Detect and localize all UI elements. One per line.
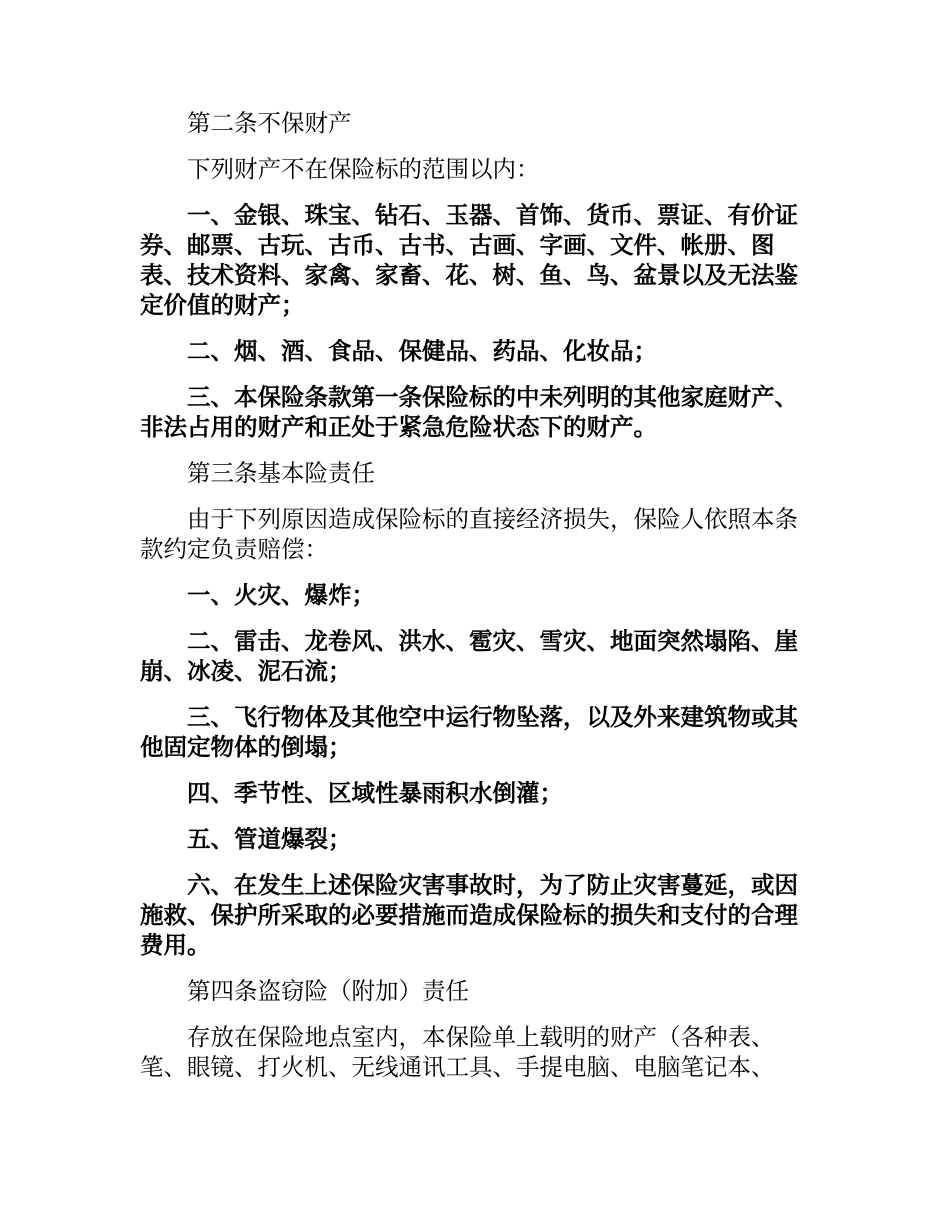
article-2-item-1: 一、金银、珠宝、钻石、玉器、首饰、货币、票证、有价证券、邮票、古玩、古币、古书、古画、字画、文件、帐册、图表、技术资料、家禽、家畜、花、树、鱼、鸟、盆景以及无法鉴定价值的财产；: [140, 201, 798, 319]
article-2-intro: 下列财产不在保险标的范围以内：: [187, 155, 540, 183]
article-2-heading: 第二条不保财产: [187, 109, 352, 137]
article-2-item-3: 三、本保险条款第一条保险标的中未列明的其他家庭财产、非法占用的财产和正处于紧急危险状态下的财产。: [140, 383, 798, 441]
article-3-item-1: 一、火灾、爆炸；: [187, 581, 375, 609]
article-4-body: 存放在保险地点室内，本保险单上载明的财产（各种表、笔、眼镜、打火机、无线通讯工具、手提电脑、电脑笔记本、: [140, 1023, 775, 1081]
article-3-item-4: 四、季节性、区域性暴雨积水倒灌；: [187, 779, 563, 807]
article-2-item-2: 二、烟、酒、食品、保健品、药品、化妆品；: [187, 337, 657, 365]
article-3-item-2: 二、雷击、龙卷风、洪水、雹灾、雪灾、地面突然塌陷、崖崩、冰凌、泥石流；: [140, 627, 798, 685]
article-4-heading: 第四条盗窃险（附加）责任: [187, 977, 469, 1005]
article-3-item-6: 六、在发生上述保险灾害事故时，为了防止灾害蔓延，或因施救、保护所采取的必要措施而造成保险标的损失和支付的合理费用。: [140, 871, 798, 959]
article-3-intro: 由于下列原因造成保险标的直接经济损失，保险人依照本条款约定负责赔偿：: [140, 505, 798, 563]
document-page: [140, 108, 815, 1098]
article-3-heading: 第三条基本险责任: [187, 459, 375, 487]
article-3-item-5: 五、管道爆裂；: [187, 825, 352, 853]
article-3-item-3: 三、飞行物体及其他空中运行物坠落，以及外来建筑物或其他固定物体的倒塌；: [140, 703, 798, 761]
